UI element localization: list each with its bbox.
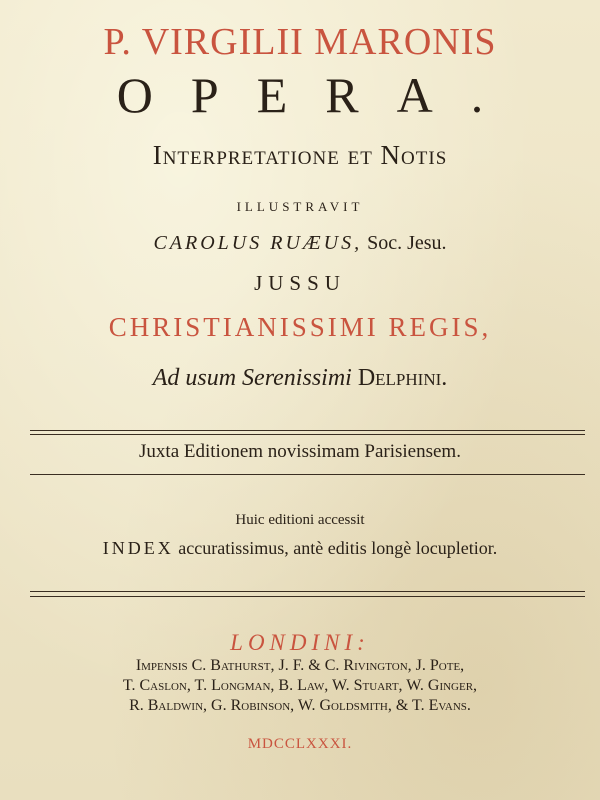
illustravit-line: ILLUSTRAVIT — [236, 199, 364, 214]
regis-line: CHRISTIANISSIMI REGIS, — [108, 312, 492, 342]
subtitle: Interpretatione et Notis — [152, 140, 448, 170]
rule-bottom-1 — [30, 591, 585, 592]
author-order: Soc. Jesu. — [362, 232, 447, 254]
title-line-2: OPERA. — [116, 67, 522, 123]
delphini: Delphini. — [351, 365, 448, 391]
rule-top-1 — [30, 430, 585, 431]
rule-top-2 — [30, 434, 585, 435]
rule-bottom-2 — [30, 596, 585, 597]
imprint-printers-2: T. Caslon, T. Longman, B. Law, W. Stuart, W. Ginger, — [122, 677, 478, 694]
title-line-1: P. VIRGILII MARONIS — [103, 21, 497, 63]
usum-line — [0, 365, 600, 392]
huic-line: Huic editioni accessit — [235, 512, 365, 528]
index-word: INDEX — [102, 538, 174, 558]
author-line — [0, 232, 600, 255]
imprint-year: MDCCLXXXI. — [247, 736, 353, 752]
usum-italic: Ad usum Serenissimi — [152, 365, 352, 391]
author-name: CAROLUS RUÆUS, — [153, 232, 363, 254]
imprint-printers-3: R. Baldwin, G. Robinson, W. Goldsmith, & T. Evans. — [129, 697, 471, 714]
rule-mid-1 — [30, 474, 585, 475]
index-line — [0, 538, 600, 559]
imprint-city: LONDINI: — [230, 630, 370, 655]
index-rest: accuratissimus, antè editis longè locupletior. — [173, 538, 498, 558]
imprint-printers-1: Impensis C. Bathurst, J. F. & C. Rivington, J. Pote, — [135, 657, 465, 674]
edition-line: Juxta Editionem novissimam Parisiensem. — [139, 441, 461, 462]
jussu-line: JUSSU — [254, 271, 346, 295]
